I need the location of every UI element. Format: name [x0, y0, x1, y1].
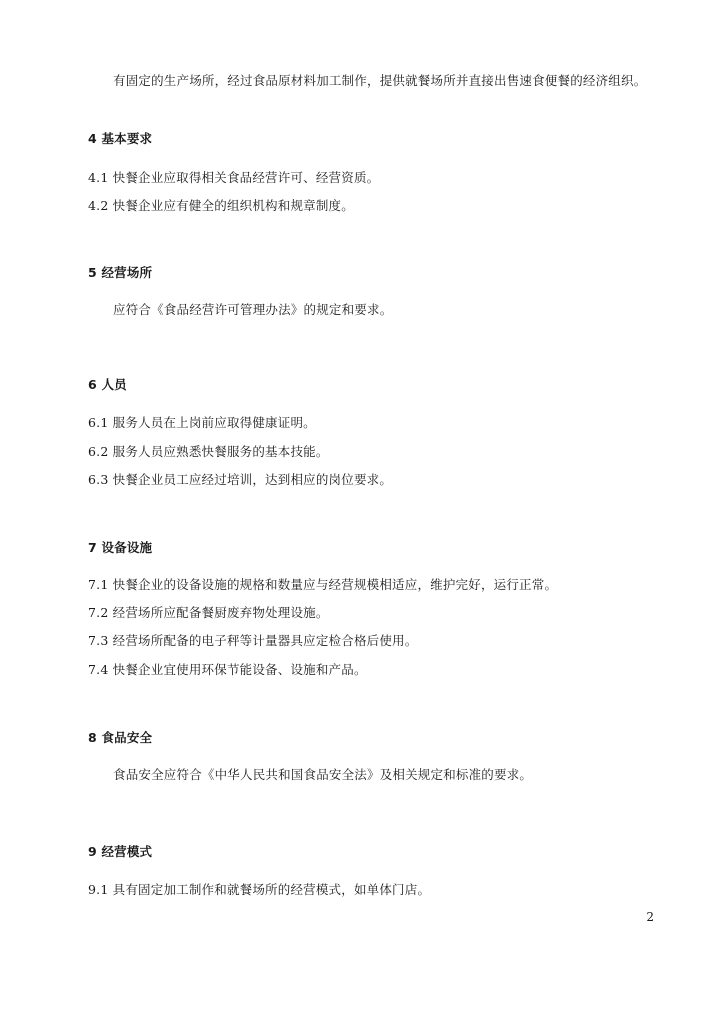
- section-4-heading: 4 基本要求: [88, 131, 153, 146]
- section-9-heading: 9 经营模式: [88, 844, 153, 859]
- clause-4-2: 4.2 快餐企业应有健全的组织机构和规章制度。: [88, 198, 354, 213]
- section-5-heading: 5 经营场所: [88, 265, 153, 280]
- clause-7-1: 7.1 快餐企业的设备设施的规格和数量应与经营规模相适应，维护完好，运行正常。: [88, 577, 558, 592]
- clause-9-1: 9.1 具有固定加工制作和就餐场所的经营模式，如单体门店。: [88, 882, 431, 897]
- clause-4-1: 4.1 快餐企业应取得相关食品经营许可、经营资质。: [88, 170, 380, 185]
- clause-7-2: 7.2 经营场所应配备餐厨废弃物处理设施。: [88, 605, 329, 620]
- clause-6-3: 6.3 快餐企业员工应经过培训，达到相应的岗位要求。: [88, 472, 393, 487]
- clause-7-3: 7.3 经营场所配备的电子秤等计量器具应定检合格后使用。: [88, 633, 418, 648]
- section-7-heading: 7 设备设施: [88, 540, 153, 555]
- clause-6-2: 6.2 服务人员应熟悉快餐服务的基本技能。: [88, 444, 329, 459]
- clause-6-1: 6.1 服务人员在上岗前应取得健康证明。: [88, 415, 316, 430]
- intro-continuation-text: 有固定的生产场所，经过食品原材料加工制作，提供就餐场所并直接出售速食便餐的经济组织。: [113, 73, 647, 88]
- section-5-paragraph: 应符合《食品经营许可管理办法》的规定和要求。: [113, 302, 393, 317]
- section-8-paragraph: 食品安全应符合《中华人民共和国食品安全法》及相关规定和标准的要求。: [113, 767, 533, 782]
- page-number: 2: [646, 910, 654, 924]
- clause-7-4: 7.4 快餐企业宜使用环保节能设备、设施和产品。: [88, 662, 367, 677]
- section-6-heading: 6 人员: [88, 377, 127, 392]
- section-8-heading: 8 食品安全: [88, 730, 153, 745]
